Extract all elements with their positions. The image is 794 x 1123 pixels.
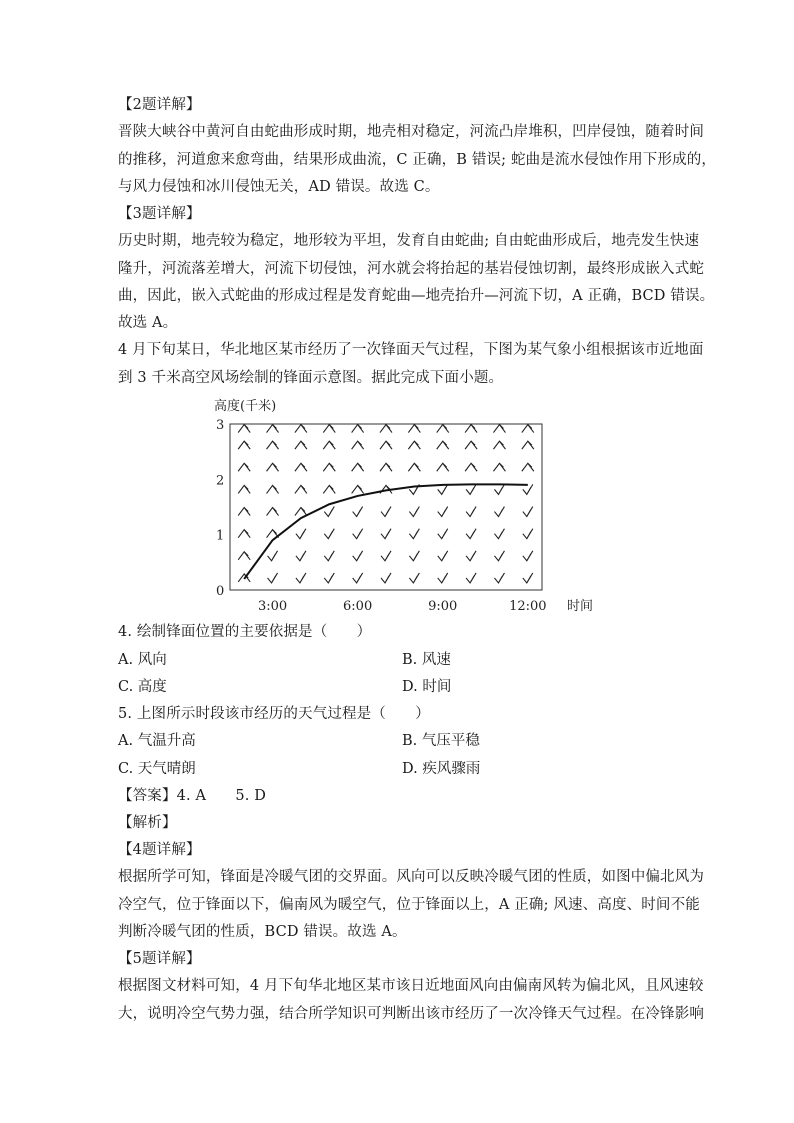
wind-barb xyxy=(522,463,534,471)
wind-barb xyxy=(323,425,335,433)
wind-barb xyxy=(323,441,335,449)
text-line-q0a: 4 月下旬某日，华北地区某市经历了一次锋面天气过程，下图为某气象小组根据该市近地面 xyxy=(118,342,704,358)
wind-barb xyxy=(523,573,533,583)
wind-barb xyxy=(466,551,476,561)
wind-barb xyxy=(493,441,505,449)
wind-barb xyxy=(409,529,419,539)
wind-barb xyxy=(324,573,334,583)
y-tick-label: 2 xyxy=(216,473,225,489)
wind-barb xyxy=(493,463,505,471)
wind-barb xyxy=(353,551,363,561)
front-wind-diagram xyxy=(200,392,600,617)
text-line-p3d: 故选 A。 xyxy=(118,315,178,331)
wind-barb xyxy=(324,551,334,561)
wind-barb xyxy=(465,463,477,471)
wind-barb xyxy=(523,551,533,561)
wind-barb xyxy=(295,463,307,471)
wind-barb xyxy=(409,507,419,517)
wind-barb xyxy=(522,441,534,449)
answer-option: A. 气温升高 xyxy=(118,733,196,749)
wind-barb xyxy=(295,425,307,433)
wind-barb xyxy=(438,551,448,561)
wind-barb xyxy=(296,529,306,539)
text-line-q0b: 到 3 千米高空风场绘制的锋面示意图。据此完成下面小题。 xyxy=(118,370,504,386)
x-tick-label: 9:00 xyxy=(428,599,458,614)
wind-barb xyxy=(523,529,533,539)
text-line-h3: 【3题详解】 xyxy=(118,206,201,222)
text-line-h2: 【2题详解】 xyxy=(118,97,201,113)
answer-option: C. 高度 xyxy=(118,679,167,695)
wind-barb xyxy=(267,425,279,433)
wind-barb xyxy=(267,463,279,471)
x-axis-label: 时间 xyxy=(567,599,594,614)
wind-barb xyxy=(238,441,250,449)
answer-option: A. 风向 xyxy=(118,652,167,668)
text-line-p3a: 历史时期，地壳较为稳定，地形较为平坦，发育自由蛇曲; 自由蛇曲形成后，地壳发生快速 xyxy=(118,233,700,249)
wind-barb xyxy=(267,485,279,493)
wind-barb xyxy=(438,529,448,539)
text-line-h4: 【4题详解】 xyxy=(118,842,201,858)
text-line-h5: 【5题详解】 xyxy=(118,951,201,967)
text-line-p3b: 隆升，河流落差增大，河流下切侵蚀，河水就会将抬起的基岩侵蚀切割，最终形成嵌入式蛇 xyxy=(118,261,704,277)
wind-barb xyxy=(353,573,363,583)
wind-barb xyxy=(408,425,420,433)
wind-barb xyxy=(323,485,335,493)
wind-barb xyxy=(466,573,476,583)
text-line-p3c: 曲，因此，嵌入式蛇曲的形成过程是发育蛇曲—地壳抬升—河流下切，A 正确，BCD 错误。 xyxy=(118,288,715,304)
wind-barb xyxy=(296,551,306,561)
y-tick-label: 3 xyxy=(216,418,225,433)
answer-option: C. 天气晴朗 xyxy=(118,761,196,777)
wind-barb xyxy=(494,484,504,494)
wind-barb xyxy=(324,529,334,539)
wind-barb xyxy=(268,573,278,583)
wind-barb xyxy=(238,425,250,433)
answer-option: D. 疾风骤雨 xyxy=(402,761,481,777)
question-stem: 4. 绘制锋面位置的主要依据是（ ） xyxy=(118,624,372,640)
answer-option: B. 气压平稳 xyxy=(402,733,480,749)
text-line-p2a: 晋陕大峡谷中黄河自由蛇曲形成时期，地壳相对稳定，河流凸岸堆积，凹岸侵蚀，随着时间 xyxy=(118,124,704,140)
wind-barb xyxy=(353,529,363,539)
wind-barb xyxy=(437,441,449,449)
wind-barb xyxy=(409,551,419,561)
wind-barb xyxy=(493,425,505,433)
text-line-p2c: 与风力侵蚀和冰川侵蚀无关，AD 错误。故选 C。 xyxy=(118,179,440,195)
question-stem: 5. 上图所示时段该市经历的天气过程是（ ） xyxy=(118,706,430,722)
wind-barb xyxy=(296,573,306,583)
text-line-p2b: 的推移，河道愈来愈弯曲，结果形成曲流，C 正确，B 错误; 蛇曲是流水侵蚀作用下形成的， xyxy=(118,152,717,168)
wind-barb xyxy=(380,425,392,433)
wind-barb xyxy=(323,463,335,471)
wind-barb xyxy=(381,529,391,539)
plot-frame xyxy=(230,424,542,590)
wind-barb xyxy=(438,507,448,517)
wind-barb xyxy=(466,484,476,494)
wind-barb xyxy=(523,484,533,494)
wind-barb xyxy=(408,441,420,449)
x-tick-label: 12:00 xyxy=(509,599,547,614)
text-line-p5a: 根据图文材料可知，4 月下旬华北地区某市该日近地面风向由偏南风转为偏北风，且风速较 xyxy=(118,978,704,994)
wind-barb xyxy=(409,573,419,583)
wind-barb xyxy=(238,463,250,471)
answer-option: D. 时间 xyxy=(402,679,452,695)
y-axis-label: 高度(千米) xyxy=(214,399,277,414)
wind-barb xyxy=(380,441,392,449)
wind-barb xyxy=(238,530,250,538)
wind-barb xyxy=(295,441,307,449)
wind-barb xyxy=(523,507,533,517)
wind-barb xyxy=(381,551,391,561)
wind-barb xyxy=(295,508,307,516)
wind-barb xyxy=(494,529,504,539)
text-line-p4a: 根据所学可知，锋面是冷暖气团的交界面。风向可以反映冷暖气团的性质，如图中偏北风为 xyxy=(118,869,704,885)
wind-barb xyxy=(465,441,477,449)
wind-barb xyxy=(352,441,364,449)
wind-barb xyxy=(238,552,250,560)
text-line-p5b: 大，说明冷空气势力强，结合所学知识可判断出该市经历了一次冷锋天气过程。在冷锋影响 xyxy=(118,1006,704,1022)
wind-barb xyxy=(522,425,534,433)
wind-barb xyxy=(352,463,364,471)
wind-barb xyxy=(295,485,307,493)
text-line-p4c: 判断冷暖气团的性质，BCD 错误。故选 A。 xyxy=(118,924,407,940)
wind-barb xyxy=(352,425,364,433)
answer-option: B. 风速 xyxy=(402,652,451,668)
x-tick-label: 6:00 xyxy=(343,599,373,614)
wind-barb xyxy=(381,507,391,517)
front-line xyxy=(244,484,528,579)
wind-barb xyxy=(353,507,363,517)
text-line-jx: 【解析】 xyxy=(118,815,177,831)
text-line-ans: 【答案】4. A 5. D xyxy=(118,788,267,804)
y-tick-label: 1 xyxy=(216,528,225,544)
wind-barb xyxy=(438,573,448,583)
y-tick-label: 0 xyxy=(216,584,225,599)
wind-barb xyxy=(437,425,449,433)
text-line-p4b: 冷空气，位于锋面以下，偏南风为暖空气，位于锋面以上，A 正确; 风速、高度、时间不能 xyxy=(118,897,700,913)
wind-barb xyxy=(268,551,278,561)
wind-barb xyxy=(352,485,364,493)
wind-barb xyxy=(267,441,279,449)
wind-barb xyxy=(324,507,334,517)
wind-barb xyxy=(238,485,250,493)
wind-barb xyxy=(238,508,250,516)
wind-barb xyxy=(380,463,392,471)
wind-barb xyxy=(466,507,476,517)
wind-barb xyxy=(408,463,420,471)
wind-barb xyxy=(494,507,504,517)
wind-barb xyxy=(466,529,476,539)
wind-barb xyxy=(465,425,477,433)
wind-barb xyxy=(494,551,504,561)
x-tick-label: 3:00 xyxy=(257,599,288,614)
wind-barb xyxy=(494,573,504,583)
wind-barb xyxy=(381,573,391,583)
wind-barb xyxy=(267,508,279,516)
wind-barb xyxy=(437,463,449,471)
